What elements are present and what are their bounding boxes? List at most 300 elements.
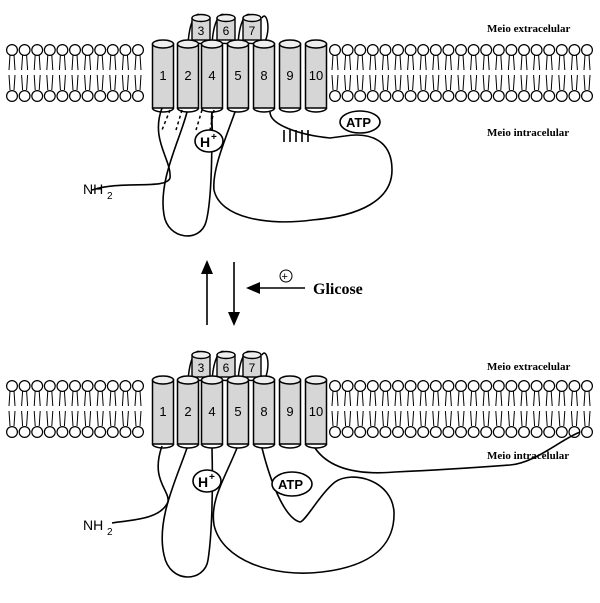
lipid-head — [32, 427, 43, 438]
lipid-head — [44, 45, 55, 56]
helix-label: 2 — [184, 404, 192, 419]
lipid-head — [481, 91, 492, 102]
lipid-head — [430, 45, 441, 56]
lipid-tail — [47, 75, 53, 90]
lipid-head — [82, 91, 93, 102]
lipid-tail — [122, 55, 128, 70]
inactive-conformation — [7, 351, 593, 577]
lipid-tail — [433, 75, 439, 90]
lipid-tail — [122, 411, 128, 426]
lipid-tail — [546, 75, 552, 90]
lipid-head — [393, 427, 404, 438]
lipid-tail — [534, 55, 540, 70]
lipid-head — [120, 427, 131, 438]
lipid-head — [556, 381, 567, 392]
lipid-head — [57, 45, 68, 56]
helix-3 — [192, 15, 210, 44]
lipid-head — [82, 45, 93, 56]
helix-2 — [178, 40, 199, 112]
lipid-head — [367, 91, 378, 102]
nh2-label: NH — [83, 181, 104, 197]
h-plus-superscript: + — [211, 132, 217, 143]
lipid-head — [418, 91, 429, 102]
lipid-head — [531, 45, 542, 56]
lipid-tail — [521, 75, 527, 90]
helix-label: 9 — [286, 404, 294, 419]
helix-label: 4 — [208, 404, 216, 419]
lipid-tail — [471, 75, 477, 90]
helix-label: 9 — [286, 68, 294, 83]
lipid-head — [418, 427, 429, 438]
lipid-tail — [483, 391, 489, 406]
lipid-head — [556, 45, 567, 56]
lipid-head — [32, 381, 43, 392]
lipid-head — [380, 427, 391, 438]
extracellular-label-bottom: Meio extracelular — [487, 361, 571, 373]
lipid-head — [342, 45, 353, 56]
helix-8 — [254, 40, 275, 112]
lipid-tail — [521, 55, 527, 70]
lipid-head — [456, 427, 467, 438]
lipid-tail — [508, 391, 514, 406]
lipid-tail — [332, 75, 338, 90]
transmembrane-helices-top — [153, 40, 327, 112]
lipid-head — [468, 427, 479, 438]
lipid-head — [481, 427, 492, 438]
lipid-tail — [420, 55, 426, 70]
lipid-head — [519, 45, 530, 56]
helix-label: 5 — [234, 68, 242, 83]
lipid-tail — [59, 411, 65, 426]
atp-label: ATP — [346, 115, 372, 130]
lipid-head — [519, 427, 530, 438]
lipid-tail — [135, 75, 141, 90]
lipid-head — [107, 381, 118, 392]
atp-contacts-top — [284, 130, 308, 142]
lipid-tail — [47, 55, 53, 70]
lipid-tail — [370, 55, 376, 70]
helix-label: 5 — [234, 404, 242, 419]
lipid-tail — [357, 55, 363, 70]
lipid-head — [506, 45, 517, 56]
lipid-tail — [357, 391, 363, 406]
lipid-head — [7, 427, 18, 438]
lipid-head — [582, 427, 593, 438]
lipid-head — [380, 91, 391, 102]
lipid-tail — [508, 75, 514, 90]
lipid-head — [355, 381, 366, 392]
helix-5 — [228, 376, 249, 448]
helix-4 — [202, 376, 223, 448]
lipid-tail — [445, 391, 451, 406]
atp-site-bottom — [272, 472, 312, 496]
helix-label: 2 — [184, 68, 192, 83]
lipid-tail — [110, 391, 116, 406]
lipid-head — [95, 91, 106, 102]
lipid-tail — [534, 75, 540, 90]
lipid-head — [430, 91, 441, 102]
lipid-head — [582, 91, 593, 102]
helix-8 — [254, 376, 275, 448]
helix-contacts-top — [162, 110, 214, 130]
lipid-head — [355, 427, 366, 438]
lipid-tail — [345, 75, 351, 90]
lipid-head — [468, 381, 479, 392]
lipid-tail — [9, 391, 15, 406]
lipid-head — [569, 45, 580, 56]
transition-arrows — [201, 260, 363, 326]
lipid-head — [355, 45, 366, 56]
lipid-tail — [370, 75, 376, 90]
lipid-tail — [445, 75, 451, 90]
transmembrane-helices-bottom — [153, 376, 327, 448]
lipid-tail — [72, 75, 78, 90]
lipid-head — [443, 381, 454, 392]
lipid-tail — [571, 75, 577, 90]
lipid-tail — [85, 391, 91, 406]
lipid-tail — [483, 411, 489, 426]
lipid-tail — [483, 55, 489, 70]
lipid-head — [120, 45, 131, 56]
helix-label: 4 — [208, 68, 216, 83]
lipid-tail — [408, 55, 414, 70]
lipid-tail — [332, 391, 338, 406]
lipid-head — [57, 91, 68, 102]
lipid-tail — [382, 75, 388, 90]
lipid-tail — [110, 75, 116, 90]
lipid-tail — [496, 75, 502, 90]
lipid-tail — [584, 75, 590, 90]
lipid-tail — [496, 391, 502, 406]
intracellular-label-top: Meio intracelular — [487, 127, 570, 139]
lipid-tail — [508, 55, 514, 70]
lipid-head — [531, 381, 542, 392]
lipid-head — [70, 427, 81, 438]
lipid-head — [355, 91, 366, 102]
lipid-tail — [85, 411, 91, 426]
lipid-tail — [433, 55, 439, 70]
helix-label: 10 — [308, 68, 324, 83]
lipid-head — [443, 427, 454, 438]
lipid-tail — [135, 55, 141, 70]
lipid-tail — [496, 55, 502, 70]
lipid-tail — [584, 55, 590, 70]
positive-effect-sign: + — [281, 271, 288, 283]
lipid-head — [19, 381, 30, 392]
lipid-head — [330, 381, 341, 392]
lipid-tail — [59, 55, 65, 70]
helix-5 — [228, 40, 249, 112]
lipid-head — [405, 427, 416, 438]
lipid-tail — [521, 391, 527, 406]
lipid-head — [342, 91, 353, 102]
lipid-tail — [382, 411, 388, 426]
lipid-head — [506, 381, 517, 392]
lipid-tail — [471, 391, 477, 406]
helix-10 — [306, 376, 327, 448]
lipid-tail — [22, 411, 28, 426]
nh2-terminus-bottom — [83, 517, 113, 538]
lipid-head — [519, 91, 530, 102]
lipid-head — [19, 427, 30, 438]
lipid-head — [19, 45, 30, 56]
lipid-head — [393, 45, 404, 56]
helix-label: 7 — [248, 24, 256, 38]
lipid-tail — [420, 75, 426, 90]
lipid-head — [57, 427, 68, 438]
extracellular-loops-top — [188, 14, 268, 44]
lipid-head — [544, 381, 555, 392]
lipid-head — [531, 427, 542, 438]
lipid-tail — [420, 411, 426, 426]
lipid-head — [44, 381, 55, 392]
lipid-head — [493, 45, 504, 56]
atp-site-top — [340, 111, 380, 133]
lipid-tail — [110, 55, 116, 70]
lipid-tail — [571, 391, 577, 406]
lipid-tail — [370, 391, 376, 406]
lipid-tail — [135, 411, 141, 426]
lipid-head — [57, 381, 68, 392]
nh2-subscript: 2 — [107, 191, 113, 202]
lipid-tail — [584, 391, 590, 406]
glucose-label: Glicose — [313, 281, 363, 298]
lipid-head — [133, 91, 144, 102]
lipid-tail — [445, 55, 451, 70]
lipid-tail — [34, 55, 40, 70]
lipid-head — [393, 91, 404, 102]
lipid-tail — [72, 411, 78, 426]
lipid-tail — [72, 391, 78, 406]
lipid-head — [107, 91, 118, 102]
lipid-head — [107, 427, 118, 438]
lipid-head — [133, 45, 144, 56]
lipid-head — [569, 91, 580, 102]
lipid-tail — [97, 55, 103, 70]
lipid-head — [7, 91, 18, 102]
lipid-head — [133, 427, 144, 438]
lipid-tail — [85, 55, 91, 70]
lipid-head — [95, 427, 106, 438]
lipid-head — [70, 45, 81, 56]
lipid-head — [120, 381, 131, 392]
lipid-head — [380, 45, 391, 56]
lipid-head — [468, 91, 479, 102]
lipid-tail — [47, 411, 53, 426]
lipid-tail — [395, 391, 401, 406]
lipid-tail — [97, 411, 103, 426]
lipid-head — [405, 45, 416, 56]
lipid-tail — [571, 411, 577, 426]
lipid-head — [70, 381, 81, 392]
helix-label: 1 — [159, 68, 167, 83]
lipid-head — [556, 91, 567, 102]
lipid-tail — [72, 55, 78, 70]
lipid-head — [418, 381, 429, 392]
lipid-head — [405, 91, 416, 102]
lipid-tail — [9, 411, 15, 426]
lipid-tail — [59, 75, 65, 90]
lipid-head — [544, 91, 555, 102]
helix-label: 7 — [248, 361, 256, 375]
lipid-head — [32, 45, 43, 56]
lipid-tail — [395, 411, 401, 426]
lipid-head — [120, 91, 131, 102]
lipid-tail — [47, 391, 53, 406]
nh2-label: NH — [83, 517, 104, 533]
helix-label: 3 — [197, 361, 205, 375]
lipid-head — [107, 45, 118, 56]
lipid-tail — [496, 411, 502, 426]
lipid-head — [342, 427, 353, 438]
helix-2 — [178, 376, 199, 448]
lipid-head — [330, 91, 341, 102]
lipid-head — [330, 427, 341, 438]
atp-label: ATP — [278, 477, 304, 492]
lipid-tail — [332, 55, 338, 70]
lipid-head — [7, 45, 18, 56]
helix-label: 6 — [222, 361, 230, 375]
helix-label: 8 — [260, 404, 268, 419]
lipid-tail — [471, 411, 477, 426]
lipid-tail — [34, 411, 40, 426]
lipid-tail — [97, 75, 103, 90]
lipid-head — [493, 381, 504, 392]
lipid-tail — [546, 411, 552, 426]
lipid-head — [531, 91, 542, 102]
lipid-tail — [508, 411, 514, 426]
lipid-tail — [559, 391, 565, 406]
lipid-head — [456, 381, 467, 392]
lipid-tail — [483, 75, 489, 90]
helix-9 — [280, 40, 301, 112]
helix-1 — [153, 40, 174, 112]
lipid-head — [95, 45, 106, 56]
lipid-head — [393, 381, 404, 392]
lipid-tail — [332, 411, 338, 426]
lipid-tail — [420, 391, 426, 406]
helix-9 — [280, 376, 301, 448]
lipid-tail — [22, 55, 28, 70]
h-plus-label: H — [198, 474, 209, 490]
lipid-head — [95, 381, 106, 392]
active-conformation — [7, 14, 593, 236]
lipid-head — [330, 45, 341, 56]
lipid-tail — [458, 75, 464, 90]
lipid-tail — [584, 411, 590, 426]
lipid-head — [367, 381, 378, 392]
lipid-tail — [345, 55, 351, 70]
lipid-head — [456, 45, 467, 56]
lipid-head — [70, 91, 81, 102]
lipid-tail — [357, 75, 363, 90]
lipid-head — [82, 381, 93, 392]
lipid-tail — [9, 75, 15, 90]
nh2-subscript: 2 — [107, 527, 113, 538]
lipid-tail — [458, 411, 464, 426]
proton-site-top — [195, 130, 223, 152]
lipid-tail — [22, 75, 28, 90]
lipid-head — [19, 91, 30, 102]
lipid-tail — [408, 411, 414, 426]
lipid-head — [506, 427, 517, 438]
lipid-head — [82, 427, 93, 438]
intracellular-label-bottom: Meio intracelular — [487, 450, 570, 462]
lipid-tail — [9, 55, 15, 70]
h-plus-label: H — [200, 134, 211, 150]
lipid-head — [481, 381, 492, 392]
helix-10 — [306, 40, 327, 112]
lipid-tail — [433, 391, 439, 406]
lipid-head — [380, 381, 391, 392]
helix-1 — [153, 376, 174, 448]
lipid-head — [44, 91, 55, 102]
lipid-head — [443, 91, 454, 102]
h-plus-superscript: + — [209, 472, 215, 483]
helix-6 — [217, 15, 235, 44]
lipid-tail — [534, 411, 540, 426]
lipid-head — [405, 381, 416, 392]
helix-label: 8 — [260, 68, 268, 83]
lipid-tail — [546, 391, 552, 406]
lipid-head — [7, 381, 18, 392]
lipid-tail — [559, 75, 565, 90]
lipid-head — [456, 91, 467, 102]
extracellular-label-top: Meio extracelular — [487, 23, 571, 35]
lipid-tail — [122, 75, 128, 90]
lipid-head — [133, 381, 144, 392]
lipid-tail — [395, 55, 401, 70]
lipid-tail — [571, 55, 577, 70]
lipid-tail — [22, 391, 28, 406]
lipid-tail — [357, 411, 363, 426]
lipid-head — [544, 45, 555, 56]
lipid-head — [519, 381, 530, 392]
lipid-head — [556, 427, 567, 438]
lipid-head — [367, 45, 378, 56]
lipid-tail — [34, 391, 40, 406]
lipid-tail — [458, 55, 464, 70]
lipid-tail — [559, 411, 565, 426]
lipid-tail — [546, 55, 552, 70]
lipid-head — [367, 427, 378, 438]
lipid-head — [342, 381, 353, 392]
lipid-head — [430, 427, 441, 438]
lipid-head — [430, 381, 441, 392]
lipid-head — [506, 91, 517, 102]
lipid-tail — [110, 411, 116, 426]
lipid-head — [44, 427, 55, 438]
lipid-tail — [471, 55, 477, 70]
lipid-tail — [345, 411, 351, 426]
lipid-tail — [345, 391, 351, 406]
helix-7 — [243, 15, 261, 44]
lipid-tail — [559, 55, 565, 70]
helix-4 — [202, 40, 223, 112]
lipid-tail — [122, 391, 128, 406]
lipid-tail — [97, 391, 103, 406]
helix-label: 10 — [308, 404, 324, 419]
lipid-head — [493, 91, 504, 102]
lipid-tail — [408, 391, 414, 406]
lipid-head — [468, 45, 479, 56]
lipid-tail — [382, 55, 388, 70]
lipid-head — [582, 45, 593, 56]
proton-site-bottom — [193, 470, 221, 492]
lipid-tail — [59, 391, 65, 406]
lipid-tail — [458, 391, 464, 406]
helix-label: 3 — [197, 24, 205, 38]
